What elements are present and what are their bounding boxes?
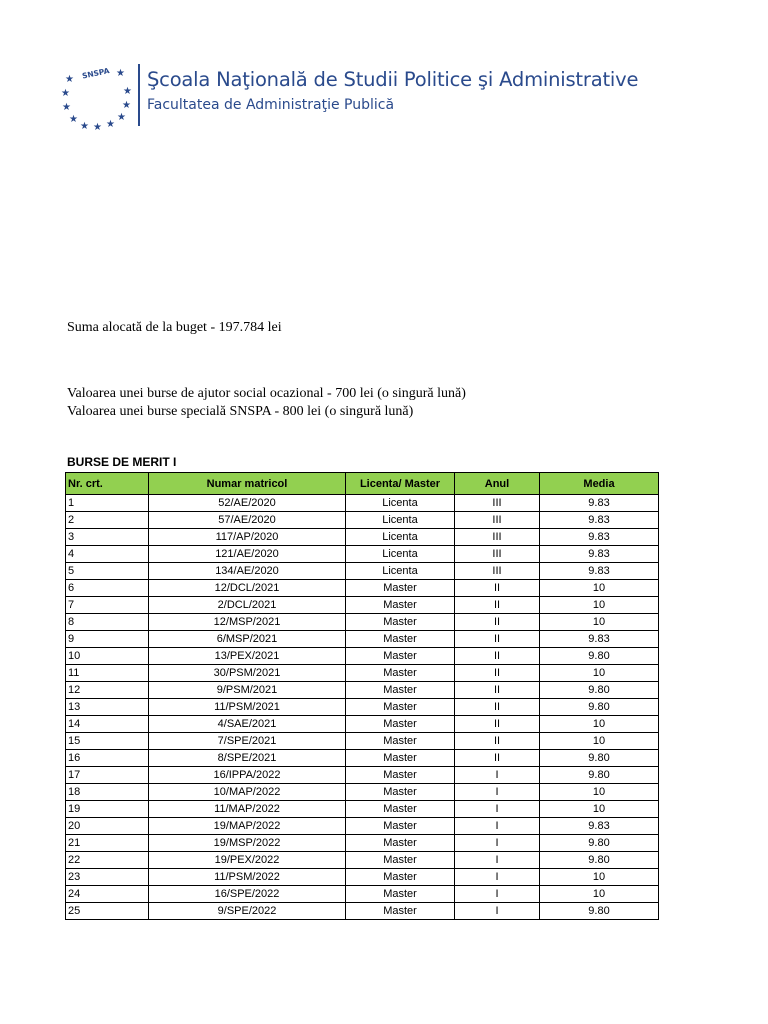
cell-licenta-master: Licenta (346, 495, 455, 512)
cell-media: 9.80 (540, 903, 659, 920)
cell-media: 9.83 (540, 563, 659, 580)
cell-media: 10 (540, 580, 659, 597)
cell-nr: 16 (66, 750, 149, 767)
table-row (66, 767, 659, 784)
cell-nr: 6 (66, 580, 149, 597)
cell-anul: I (455, 801, 540, 818)
cell-anul: II (455, 580, 540, 597)
col-header-media: Media (540, 473, 659, 495)
cell-media: 10 (540, 597, 659, 614)
cell-media: 9.80 (540, 682, 659, 699)
cell-numar-matricol: 16/IPPA/2022 (149, 767, 346, 784)
budget-text: Suma alocată de la buget - 197.784 lei (67, 320, 282, 335)
cell-media: 9.80 (540, 699, 659, 716)
cell-licenta-master: Master (346, 648, 455, 665)
cell-numar-matricol: 11/MAP/2022 (149, 801, 346, 818)
faculty-name: Facultatea de Administraţie Publică (147, 97, 395, 113)
cell-anul: II (455, 682, 540, 699)
cell-media: 9.83 (540, 529, 659, 546)
table-row (66, 716, 659, 733)
section-title: BURSE DE MERIT I (67, 455, 177, 469)
cell-licenta-master: Licenta (346, 529, 455, 546)
cell-nr: 4 (66, 546, 149, 563)
cell-anul: III (455, 512, 540, 529)
stars-ring-icon (60, 62, 140, 132)
col-header-nr: Nr. crt. (66, 473, 149, 495)
table-header-row (66, 473, 659, 495)
social-scholarship-text: Valoarea unei burse de ajutor social ocazional - 700 lei (o singură lună) (67, 386, 466, 401)
cell-nr: 15 (66, 733, 149, 750)
cell-anul: II (455, 750, 540, 767)
table-row (66, 512, 659, 529)
table-row (66, 614, 659, 631)
cell-licenta-master: Master (346, 665, 455, 682)
svg-text:★: ★ (61, 88, 70, 99)
cell-nr: 12 (66, 682, 149, 699)
table-row (66, 852, 659, 869)
cell-licenta-master: Master (346, 699, 455, 716)
col-header-anul: Anul (455, 473, 540, 495)
cell-numar-matricol: 19/PEX/2022 (149, 852, 346, 869)
cell-numar-matricol: 9/SPE/2022 (149, 903, 346, 920)
table-row (66, 886, 659, 903)
table-row (66, 665, 659, 682)
cell-nr: 21 (66, 835, 149, 852)
cell-numar-matricol: 7/SPE/2021 (149, 733, 346, 750)
cell-nr: 8 (66, 614, 149, 631)
table-row (66, 835, 659, 852)
cell-numar-matricol: 30/PSM/2021 (149, 665, 346, 682)
table-row (66, 546, 659, 563)
cell-licenta-master: Master (346, 801, 455, 818)
cell-anul: II (455, 733, 540, 750)
cell-anul: III (455, 546, 540, 563)
svg-text:★: ★ (123, 86, 132, 97)
cell-anul: I (455, 767, 540, 784)
cell-numar-matricol: 9/PSM/2021 (149, 682, 346, 699)
cell-nr: 22 (66, 852, 149, 869)
table-row (66, 784, 659, 801)
cell-nr: 18 (66, 784, 149, 801)
cell-numar-matricol: 4/SAE/2021 (149, 716, 346, 733)
cell-licenta-master: Master (346, 631, 455, 648)
svg-text:★: ★ (65, 74, 74, 85)
cell-licenta-master: Licenta (346, 512, 455, 529)
cell-media: 9.80 (540, 767, 659, 784)
cell-anul: III (455, 563, 540, 580)
col-header-licenta-master: Licenta/ Master (346, 473, 455, 495)
cell-licenta-master: Master (346, 852, 455, 869)
cell-media: 10 (540, 784, 659, 801)
svg-text:★: ★ (62, 102, 71, 113)
cell-numar-matricol: 12/MSP/2021 (149, 614, 346, 631)
cell-numar-matricol: 10/MAP/2022 (149, 784, 346, 801)
cell-media: 9.83 (540, 495, 659, 512)
table-row (66, 818, 659, 835)
merit-scholarship-table (65, 472, 659, 920)
cell-media: 10 (540, 614, 659, 631)
cell-media: 9.80 (540, 835, 659, 852)
cell-media: 10 (540, 665, 659, 682)
cell-anul: II (455, 716, 540, 733)
cell-numar-matricol: 19/MSP/2022 (149, 835, 346, 852)
cell-nr: 23 (66, 869, 149, 886)
cell-numar-matricol: 121/AE/2020 (149, 546, 346, 563)
cell-licenta-master: Master (346, 580, 455, 597)
table-row (66, 903, 659, 920)
cell-nr: 17 (66, 767, 149, 784)
logo-text: SNSPA (81, 66, 111, 81)
cell-licenta-master: Master (346, 733, 455, 750)
cell-anul: II (455, 699, 540, 716)
cell-media: 9.80 (540, 648, 659, 665)
cell-nr: 20 (66, 818, 149, 835)
cell-nr: 2 (66, 512, 149, 529)
cell-nr: 5 (66, 563, 149, 580)
header-divider (138, 64, 140, 126)
cell-anul: I (455, 903, 540, 920)
cell-licenta-master: Master (346, 750, 455, 767)
cell-anul: I (455, 852, 540, 869)
cell-media: 9.80 (540, 852, 659, 869)
snspa-logo (60, 62, 140, 132)
cell-licenta-master: Master (346, 869, 455, 886)
cell-nr: 10 (66, 648, 149, 665)
cell-licenta-master: Licenta (346, 546, 455, 563)
svg-text:★: ★ (122, 100, 131, 111)
cell-numar-matricol: 52/AE/2020 (149, 495, 346, 512)
cell-numar-matricol: 19/MAP/2022 (149, 818, 346, 835)
cell-media: 9.80 (540, 750, 659, 767)
cell-licenta-master: Licenta (346, 563, 455, 580)
table-row (66, 869, 659, 886)
cell-media: 9.83 (540, 546, 659, 563)
cell-numar-matricol: 16/SPE/2022 (149, 886, 346, 903)
cell-media: 10 (540, 886, 659, 903)
table-row (66, 580, 659, 597)
cell-numar-matricol: 2/DCL/2021 (149, 597, 346, 614)
cell-licenta-master: Master (346, 886, 455, 903)
school-name: Şcoala Naţională de Studii Politice şi Administrative (147, 68, 639, 91)
cell-numar-matricol: 6/MSP/2021 (149, 631, 346, 648)
cell-licenta-master: Master (346, 784, 455, 801)
cell-nr: 19 (66, 801, 149, 818)
special-scholarship-text: Valoarea unei burse specială SNSPA - 800 lei (o singură lună) (67, 404, 414, 419)
cell-numar-matricol: 11/PSM/2021 (149, 699, 346, 716)
svg-text:★: ★ (69, 114, 78, 125)
cell-licenta-master: Master (346, 835, 455, 852)
cell-anul: III (455, 495, 540, 512)
cell-licenta-master: Master (346, 614, 455, 631)
cell-nr: 13 (66, 699, 149, 716)
cell-media: 9.83 (540, 631, 659, 648)
cell-nr: 24 (66, 886, 149, 903)
cell-anul: I (455, 818, 540, 835)
svg-text:★: ★ (117, 112, 126, 123)
cell-licenta-master: Master (346, 597, 455, 614)
cell-anul: III (455, 529, 540, 546)
cell-numar-matricol: 11/PSM/2022 (149, 869, 346, 886)
cell-nr: 1 (66, 495, 149, 512)
cell-nr: 9 (66, 631, 149, 648)
table-row (66, 631, 659, 648)
cell-licenta-master: Master (346, 767, 455, 784)
cell-media: 9.83 (540, 818, 659, 835)
table-row (66, 597, 659, 614)
svg-text:★: ★ (116, 68, 125, 79)
cell-anul: I (455, 835, 540, 852)
cell-anul: II (455, 631, 540, 648)
cell-licenta-master: Master (346, 903, 455, 920)
table-row (66, 733, 659, 750)
svg-text:★: ★ (106, 119, 115, 130)
table-row (66, 529, 659, 546)
cell-media: 9.83 (540, 512, 659, 529)
table-row (66, 682, 659, 699)
cell-media: 10 (540, 801, 659, 818)
cell-anul: II (455, 648, 540, 665)
table-row (66, 801, 659, 818)
cell-media: 10 (540, 733, 659, 750)
cell-numar-matricol: 57/AE/2020 (149, 512, 346, 529)
cell-numar-matricol: 13/PEX/2021 (149, 648, 346, 665)
cell-numar-matricol: 117/AP/2020 (149, 529, 346, 546)
cell-nr: 7 (66, 597, 149, 614)
cell-licenta-master: Master (346, 716, 455, 733)
cell-media: 10 (540, 869, 659, 886)
cell-nr: 25 (66, 903, 149, 920)
cell-numar-matricol: 8/SPE/2021 (149, 750, 346, 767)
cell-anul: II (455, 614, 540, 631)
cell-anul: I (455, 886, 540, 903)
table-row (66, 495, 659, 512)
table-row (66, 563, 659, 580)
cell-numar-matricol: 134/AE/2020 (149, 563, 346, 580)
cell-nr: 3 (66, 529, 149, 546)
cell-numar-matricol: 12/DCL/2021 (149, 580, 346, 597)
cell-nr: 14 (66, 716, 149, 733)
cell-anul: I (455, 784, 540, 801)
cell-licenta-master: Master (346, 682, 455, 699)
cell-licenta-master: Master (346, 818, 455, 835)
table-row (66, 648, 659, 665)
cell-anul: II (455, 665, 540, 682)
svg-text:★: ★ (93, 122, 102, 132)
cell-anul: II (455, 597, 540, 614)
table-row (66, 750, 659, 767)
cell-media: 10 (540, 716, 659, 733)
cell-nr: 11 (66, 665, 149, 682)
svg-text:★: ★ (80, 121, 89, 132)
table-row (66, 699, 659, 716)
col-header-numar-matricol: Numar matricol (149, 473, 346, 495)
cell-anul: I (455, 869, 540, 886)
